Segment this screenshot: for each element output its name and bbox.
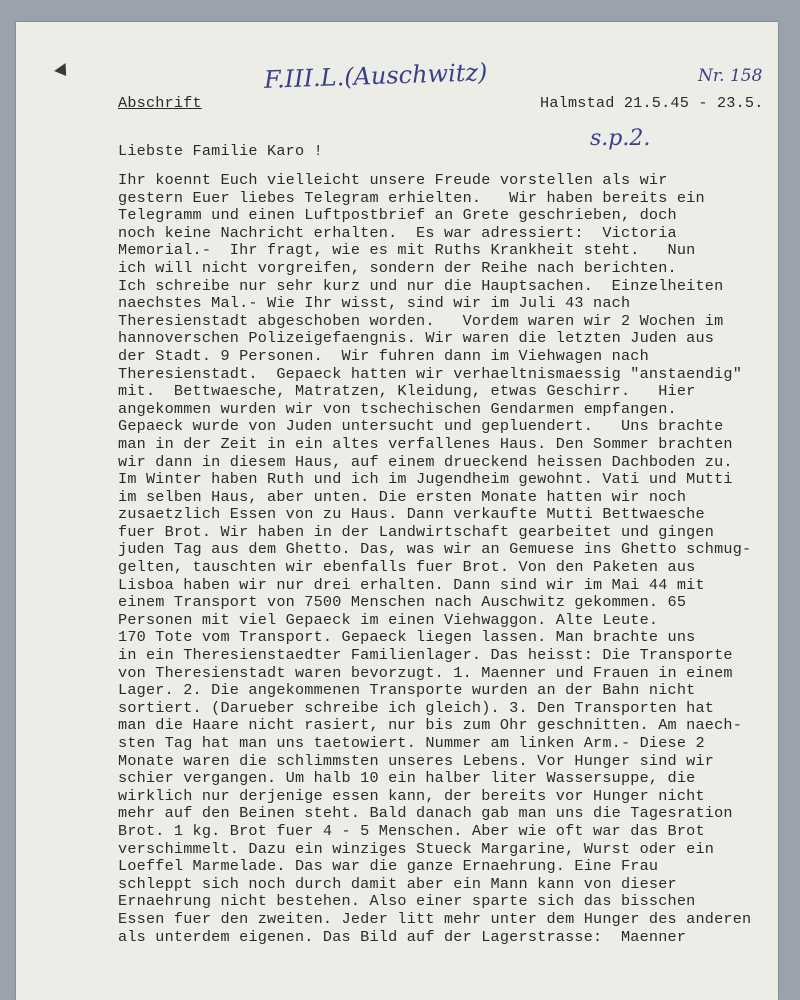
- body-line: Theresienstadt. Gepaeck hatten wir verhaeltnismaessig "anstaendig": [118, 364, 743, 383]
- body-line: wir dann in diesem Haus, auf einem drueckend heissen Dachboden zu.: [118, 452, 733, 471]
- body-line: angekommen wurden wir von tschechischen Gendarmen empfangen.: [118, 399, 677, 418]
- body-line: Brot. 1 kg. Brot fuer 4 - 5 Menschen. Aber wie oft war das Brot: [118, 821, 705, 840]
- handwritten-archive-note: F.III.L.(Auschwitz): [263, 58, 488, 94]
- body-line: juden Tag aus dem Ghetto. Das, was wir an Gemuese ins Ghetto schmug-: [118, 540, 752, 559]
- body-line: gestern Euer liebes Telegram erhielten. Wir haben bereits ein: [118, 188, 705, 207]
- body-line: noch keine Nachricht erhalten. Es war adressiert: Victoria: [118, 223, 677, 242]
- body-line: 170 Tote vom Transport. Gepaeck liegen lassen. Man brachte uns: [118, 628, 696, 647]
- body-line: Lisboa haben wir nur drei erhalten. Dann sind wir im Mai 44 mit: [118, 575, 705, 594]
- body-line: schleppt sich noch durch damit aber ein Mann kann von dieser: [118, 874, 677, 893]
- letter-body: [118, 172, 751, 946]
- body-line: hannoverschen Polizeigefaengnis. Wir waren die letzten Juden aus: [118, 329, 715, 348]
- body-line: sten Tag hat man uns taetowiert. Nummer am linken Arm.- Diese 2: [118, 734, 705, 752]
- body-line: Essen fuer den zweiten. Jeder litt mehr unter dem Hunger des anderen: [118, 909, 752, 928]
- body-line: wirklich nur derjenige essen kann, der bereits vor Hunger nicht: [118, 786, 705, 805]
- body-line: mit. Bettwaesche, Matratzen, Kleidung, etwas Geschirr. Hier: [118, 382, 696, 401]
- body-line: fuer Brot. Wir haben in der Landwirtschaft gearbeitet und gingen: [118, 522, 715, 541]
- body-line: sortiert. (Darueber schreibe ich gleich). 3. Den Transporten hat: [118, 698, 715, 717]
- body-line: von Theresienstadt waren bevorzugt. 1. Maenner und Frauen in einem: [118, 663, 733, 682]
- handwritten-reference: s.p.2.: [590, 126, 651, 151]
- body-line: man die Haare nicht rasiert, nur bis zum Ohr geschnitten. Am naech-: [118, 716, 743, 735]
- body-line: Telegramm und einen Luftpostbrief an Grete geschrieben, doch: [118, 206, 677, 225]
- body-line: Memorial.- Ihr fragt, wie es mit Ruths Krankheit steht. Nun: [118, 241, 696, 260]
- body-line: einem Transport von 7500 Menschen nach Auschwitz gekommen. 65: [118, 593, 687, 612]
- body-line: Gepaeck wurde von Juden untersucht und gepluendert. Uns brachte: [118, 417, 724, 436]
- typed-letter-page: [16, 22, 778, 1000]
- body-line: Monate waren die schlimmsten unseres Lebens. Vor Hunger sind wir: [118, 751, 715, 770]
- body-line: zusaetzlich Essen von zu Haus. Dann verkaufte Mutti Bettwaesche: [118, 505, 705, 524]
- body-line: Personen mit viel Gepaeck im einen Viehwaggon. Alte Leute.: [118, 610, 659, 629]
- handwritten-document-number: Nr. 158: [698, 66, 763, 86]
- body-line: als unterdem eigenen. Das Bild auf der Lagerstrasse: Maenner: [118, 927, 687, 946]
- body-line: Im Winter haben Ruth und ich im Jugendheim gewohnt. Vati und Mutti: [118, 470, 733, 489]
- body-line: im selben Haus, aber unten. Die ersten Monate hatten wir noch: [118, 487, 687, 506]
- salutation: Liebste Familie Karo !: [118, 142, 323, 160]
- body-line: Ich schreibe nur sehr kurz und nur die Hauptsachen. Einzelheiten: [118, 276, 724, 295]
- body-line: Ihr koennt Euch vielleicht unsere Freude vorstellen als wir: [118, 171, 668, 189]
- body-line: Lager. 2. Die angekommenen Transporte wurden an der Bahn nicht: [118, 681, 696, 700]
- abschrift-label: Abschrift: [118, 94, 202, 112]
- body-line: verschimmelt. Dazu ein winziges Stueck Margarine, Wurst oder ein: [118, 839, 715, 858]
- margin-mark: [54, 63, 72, 80]
- body-line: man in der Zeit in ein altes verfallenes Haus. Den Sommer brachten: [118, 434, 733, 453]
- body-line: in ein Theresienstaedter Familienlager. Das heisst: Die Transporte: [118, 646, 733, 665]
- body-line: Ernaehrung nicht bestehen. Also einer sparte sich das bisschen: [118, 892, 696, 911]
- place-and-date: Halmstad 21.5.45 - 23.5.: [540, 94, 764, 112]
- body-line: Loeffel Marmelade. Das war die ganze Ernaehrung. Eine Frau: [118, 857, 659, 876]
- body-line: der Stadt. 9 Personen. Wir fuhren dann im Viehwagen nach: [118, 346, 649, 365]
- body-line: mehr auf den Beinen steht. Bald danach gab man uns die Tagesration: [118, 804, 733, 823]
- body-line: ich will nicht vorgreifen, sondern der Reihe nach berichten.: [118, 258, 677, 277]
- body-line: schier vergangen. Um halb 10 ein halber liter Wassersuppe, die: [118, 769, 696, 788]
- body-line: Theresienstadt abgeschoben worden. Vordem waren wir 2 Wochen im: [118, 311, 724, 330]
- body-line: naechstes Mal.- Wie Ihr wisst, sind wir im Juli 43 nach: [118, 294, 631, 313]
- body-line: gelten, tauschten wir ebenfalls fuer Brot. Von den Paketen aus: [118, 558, 696, 577]
